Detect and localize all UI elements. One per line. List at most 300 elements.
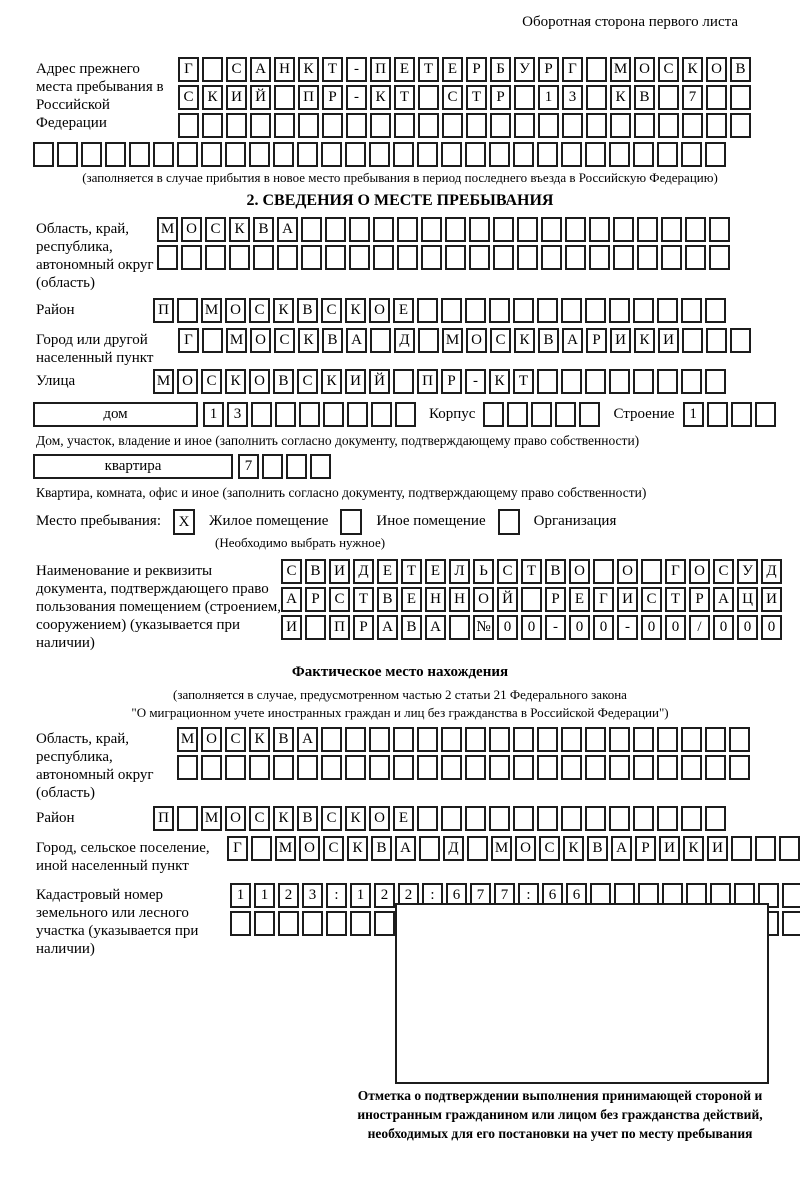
- char-cell: О: [466, 328, 487, 353]
- char-cell: К: [489, 369, 510, 394]
- district-row: [36, 298, 800, 326]
- char-cell: [517, 217, 538, 242]
- prev-address-caption: (заполняется в случае прибытия в новое место пребывания в период последнего въезда в Российскую Федерацию): [82, 170, 718, 185]
- char-cell: -: [617, 615, 638, 640]
- char-cell: Р: [353, 615, 374, 640]
- char-cell: [305, 615, 326, 640]
- char-cell: М: [157, 217, 178, 242]
- char-cell: Г: [178, 57, 199, 82]
- char-cell: С: [297, 369, 318, 394]
- actual-district-row: [36, 806, 800, 834]
- char-cell: [374, 911, 395, 936]
- street-row: [36, 369, 800, 397]
- char-cell: [705, 806, 726, 831]
- char-cell: [229, 245, 250, 270]
- char-cell: [541, 217, 562, 242]
- char-cell: [633, 806, 654, 831]
- checkbox-residential[interactable]: X: [173, 509, 195, 535]
- char-cell: [345, 755, 366, 780]
- char-cell: С: [641, 587, 662, 612]
- char-cell: [297, 142, 318, 167]
- char-cell: [225, 142, 246, 167]
- char-cell: [706, 85, 727, 110]
- char-cell: К: [202, 85, 223, 110]
- char-cell: [275, 402, 296, 427]
- char-cell: О: [369, 298, 390, 323]
- char-cell: О: [225, 298, 246, 323]
- char-cell: С: [281, 559, 302, 584]
- char-cell: [421, 245, 442, 270]
- char-cell: [730, 113, 751, 138]
- checkbox-organization[interactable]: [498, 509, 520, 535]
- char-cell: [609, 142, 630, 167]
- char-cell: [81, 142, 102, 167]
- actual-district-cells: [153, 806, 729, 831]
- char-cell: [705, 298, 726, 323]
- region-grid: [157, 217, 733, 273]
- char-cell: [201, 755, 222, 780]
- char-cell: О: [634, 57, 655, 82]
- char-cell: [177, 806, 198, 831]
- apartment-box-label: квартира: [33, 454, 233, 479]
- char-cell: Е: [394, 57, 415, 82]
- char-cell: М: [177, 727, 198, 752]
- char-cell: [779, 836, 800, 861]
- char-cell: [181, 245, 202, 270]
- char-cell: 6: [542, 883, 563, 908]
- char-cell: И: [659, 836, 680, 861]
- char-cell: [441, 755, 462, 780]
- char-cell: И: [226, 85, 247, 110]
- char-cell: [230, 911, 251, 936]
- char-cell: К: [345, 298, 366, 323]
- char-cell: [177, 755, 198, 780]
- char-cell: Р: [586, 328, 607, 353]
- char-cell: О: [369, 806, 390, 831]
- char-cell: [321, 755, 342, 780]
- char-cell: [129, 142, 150, 167]
- char-cell: [278, 911, 299, 936]
- char-cell: [609, 806, 630, 831]
- char-cell: Т: [401, 559, 422, 584]
- char-cell: [633, 369, 654, 394]
- char-cell: П: [153, 806, 174, 831]
- actual-location-title: Фактическое место нахождения: [291, 664, 509, 680]
- char-cell: 2: [374, 883, 395, 908]
- char-cell: П: [370, 57, 391, 82]
- char-cell: Й: [497, 587, 518, 612]
- char-cell: П: [298, 85, 319, 110]
- option-residential-label: Жилое помещение: [209, 513, 329, 529]
- char-cell: С: [226, 57, 247, 82]
- char-cell: [561, 806, 582, 831]
- char-cell: К: [321, 369, 342, 394]
- char-cell: 1: [683, 402, 704, 427]
- region-row-2: [157, 245, 733, 270]
- char-cell: О: [515, 836, 536, 861]
- char-cell: [658, 85, 679, 110]
- prev-address-row-1: [178, 57, 754, 82]
- char-cell: [325, 217, 346, 242]
- char-cell: Н: [274, 57, 295, 82]
- apartment-caption: Квартира, комната, офис и иное (заполнить согласно документу, подтверждающему право собственности): [36, 485, 647, 500]
- char-cell: [394, 113, 415, 138]
- char-cell: [514, 85, 535, 110]
- char-cell: [706, 328, 727, 353]
- char-cell: [395, 402, 416, 427]
- char-cell: [589, 217, 610, 242]
- prev-address-label: Адрес прежнего места пребывания в Российской Федерации: [36, 61, 164, 131]
- char-cell: [609, 369, 630, 394]
- korpus-cells: [483, 402, 603, 427]
- char-cell: Е: [377, 559, 398, 584]
- char-cell: №: [473, 615, 494, 640]
- document-grid: [281, 559, 785, 643]
- char-cell: [709, 217, 730, 242]
- char-cell: В: [273, 369, 294, 394]
- char-cell: [633, 142, 654, 167]
- actual-region-grid: [177, 727, 753, 783]
- char-cell: 0: [641, 615, 662, 640]
- char-cell: [302, 911, 323, 936]
- char-cell: [345, 727, 366, 752]
- char-cell: 3: [562, 85, 583, 110]
- char-cell: [657, 142, 678, 167]
- char-cell: [418, 113, 439, 138]
- char-cell: [541, 245, 562, 270]
- char-cell: [301, 217, 322, 242]
- char-cell: С: [442, 85, 463, 110]
- char-cell: [657, 369, 678, 394]
- char-cell: :: [326, 883, 347, 908]
- char-cell: [489, 142, 510, 167]
- char-cell: [589, 245, 610, 270]
- char-cell: Р: [490, 85, 511, 110]
- char-cell: [609, 727, 630, 752]
- char-cell: [538, 113, 559, 138]
- char-cell: И: [658, 328, 679, 353]
- char-cell: [373, 245, 394, 270]
- char-cell: В: [253, 217, 274, 242]
- char-cell: К: [682, 57, 703, 82]
- char-cell: М: [275, 836, 296, 861]
- document-row-3: [281, 615, 785, 640]
- char-cell: [226, 113, 247, 138]
- char-cell: [441, 727, 462, 752]
- char-cell: С: [321, 806, 342, 831]
- char-cell: [250, 113, 271, 138]
- char-cell: [466, 113, 487, 138]
- char-cell: О: [299, 836, 320, 861]
- char-cell: А: [281, 587, 302, 612]
- char-cell: [421, 217, 442, 242]
- char-cell: С: [274, 328, 295, 353]
- char-cell: Ц: [737, 587, 758, 612]
- char-cell: [561, 142, 582, 167]
- char-cell: Г: [665, 559, 686, 584]
- stay-type-note: (Необходимо выбрать нужное): [215, 535, 386, 550]
- char-cell: Е: [569, 587, 590, 612]
- char-cell: С: [201, 369, 222, 394]
- city-row: [36, 328, 800, 367]
- char-cell: [517, 245, 538, 270]
- char-cell: [417, 727, 438, 752]
- char-cell: [286, 454, 307, 479]
- char-cell: [585, 806, 606, 831]
- char-cell: В: [297, 806, 318, 831]
- char-cell: [177, 298, 198, 323]
- char-cell: [513, 755, 534, 780]
- char-cell: [254, 911, 275, 936]
- char-cell: О: [201, 727, 222, 752]
- char-cell: [277, 245, 298, 270]
- char-cell: О: [177, 369, 198, 394]
- region-row-1: [157, 217, 733, 242]
- char-cell: 7: [682, 85, 703, 110]
- checkbox-other-premises[interactable]: [340, 509, 362, 535]
- char-cell: [681, 369, 702, 394]
- char-cell: Д: [761, 559, 782, 584]
- char-cell: -: [346, 57, 367, 82]
- char-cell: [681, 755, 702, 780]
- char-cell: К: [634, 328, 655, 353]
- document-row-1: [281, 559, 785, 584]
- char-cell: [493, 245, 514, 270]
- char-cell: [561, 727, 582, 752]
- char-cell: К: [345, 806, 366, 831]
- char-cell: И: [329, 559, 350, 584]
- char-cell: Б: [490, 57, 511, 82]
- char-cell: Г: [593, 587, 614, 612]
- korpus-label: Корпус: [429, 406, 476, 422]
- char-cell: М: [491, 836, 512, 861]
- char-cell: К: [298, 57, 319, 82]
- char-cell: [514, 113, 535, 138]
- char-cell: Ь: [473, 559, 494, 584]
- char-cell: М: [201, 298, 222, 323]
- option-organization-label: Организация: [533, 513, 617, 529]
- char-cell: [561, 298, 582, 323]
- stroenie-cells: [683, 402, 779, 427]
- char-cell: [513, 727, 534, 752]
- char-cell: [730, 85, 751, 110]
- char-cell: [326, 911, 347, 936]
- char-cell: [637, 217, 658, 242]
- char-cell: Л: [449, 559, 470, 584]
- char-cell: [441, 142, 462, 167]
- actual-region-row-2: [177, 755, 753, 780]
- actual-city-row: [36, 836, 800, 875]
- char-cell: [442, 113, 463, 138]
- actual-city-cells: [227, 836, 800, 861]
- char-cell: [369, 142, 390, 167]
- char-cell: [755, 836, 776, 861]
- char-cell: [609, 298, 630, 323]
- char-cell: [369, 727, 390, 752]
- char-cell: :: [422, 883, 443, 908]
- char-cell: А: [250, 57, 271, 82]
- char-cell: [705, 369, 726, 394]
- char-cell: 7: [494, 883, 515, 908]
- char-cell: [397, 217, 418, 242]
- char-cell: [657, 806, 678, 831]
- char-cell: [585, 142, 606, 167]
- char-cell: [249, 142, 270, 167]
- actual-region-label: Область, край, республика, автономный округ (область): [36, 731, 154, 801]
- char-cell: [490, 113, 511, 138]
- char-cell: /: [689, 615, 710, 640]
- prev-address-grid: [178, 57, 754, 141]
- char-cell: В: [305, 559, 326, 584]
- char-cell: П: [153, 298, 174, 323]
- char-cell: [465, 806, 486, 831]
- char-cell: 0: [737, 615, 758, 640]
- char-cell: [613, 245, 634, 270]
- char-cell: [555, 402, 576, 427]
- option-other-premises-label: Иное помещение: [376, 513, 486, 529]
- char-cell: С: [490, 328, 511, 353]
- char-cell: 0: [593, 615, 614, 640]
- char-cell: [658, 113, 679, 138]
- char-cell: [537, 727, 558, 752]
- char-cell: М: [610, 57, 631, 82]
- char-cell: [613, 217, 634, 242]
- char-cell: Н: [449, 587, 470, 612]
- char-cell: [661, 245, 682, 270]
- char-cell: И: [610, 328, 631, 353]
- char-cell: [369, 755, 390, 780]
- char-cell: Е: [393, 806, 414, 831]
- char-cell: М: [442, 328, 463, 353]
- char-cell: О: [250, 328, 271, 353]
- region-block: [36, 217, 800, 292]
- char-cell: [585, 727, 606, 752]
- char-cell: [537, 369, 558, 394]
- actual-city-label: Город, сельское поселение, иной населенный пункт: [36, 840, 210, 874]
- char-cell: С: [205, 217, 226, 242]
- sheet-side-note: Оборотная сторона первого листа: [522, 14, 738, 30]
- char-cell: А: [395, 836, 416, 861]
- char-cell: Д: [443, 836, 464, 861]
- char-cell: [105, 142, 126, 167]
- char-cell: [681, 298, 702, 323]
- char-cell: [178, 113, 199, 138]
- char-cell: П: [417, 369, 438, 394]
- char-cell: [537, 298, 558, 323]
- char-cell: Р: [441, 369, 462, 394]
- char-cell: [419, 836, 440, 861]
- char-cell: [57, 142, 78, 167]
- char-cell: [274, 113, 295, 138]
- char-cell: [609, 755, 630, 780]
- char-cell: [33, 142, 54, 167]
- char-cell: [537, 806, 558, 831]
- char-cell: О: [617, 559, 638, 584]
- char-cell: [565, 245, 586, 270]
- char-cell: 3: [227, 402, 248, 427]
- char-cell: 0: [569, 615, 590, 640]
- document-label: Наименование и реквизиты документа, подтверждающего право пользования помещением (строением, сооружением) (указывается при наличии): [36, 563, 281, 651]
- char-cell: [298, 113, 319, 138]
- house-box-label: дом: [33, 402, 198, 427]
- char-cell: О: [249, 369, 270, 394]
- char-cell: [418, 85, 439, 110]
- char-cell: [579, 402, 600, 427]
- char-cell: 1: [230, 883, 251, 908]
- char-cell: [585, 369, 606, 394]
- apartment-row: [33, 454, 800, 482]
- char-cell: [273, 755, 294, 780]
- char-cell: [585, 755, 606, 780]
- char-cell: [418, 328, 439, 353]
- char-cell: В: [377, 587, 398, 612]
- char-cell: В: [538, 328, 559, 353]
- char-cell: Т: [418, 57, 439, 82]
- char-cell: М: [226, 328, 247, 353]
- char-cell: [274, 85, 295, 110]
- char-cell: [393, 727, 414, 752]
- char-cell: К: [347, 836, 368, 861]
- char-cell: В: [634, 85, 655, 110]
- char-cell: [445, 245, 466, 270]
- char-cell: [730, 328, 751, 353]
- char-cell: [657, 298, 678, 323]
- char-cell: Р: [466, 57, 487, 82]
- prev-address-row-4: [33, 142, 800, 167]
- char-cell: [562, 113, 583, 138]
- char-cell: Д: [394, 328, 415, 353]
- document-block: [36, 559, 800, 652]
- char-cell: В: [401, 615, 422, 640]
- char-cell: [202, 113, 223, 138]
- char-cell: [633, 298, 654, 323]
- char-cell: [225, 755, 246, 780]
- char-cell: [249, 755, 270, 780]
- char-cell: [513, 298, 534, 323]
- char-cell: [297, 755, 318, 780]
- prev-address-row-3: [178, 113, 754, 138]
- char-cell: К: [249, 727, 270, 752]
- district-label: Район: [36, 302, 75, 318]
- char-cell: Е: [425, 559, 446, 584]
- char-cell: :: [518, 883, 539, 908]
- char-cell: [531, 402, 552, 427]
- char-cell: [157, 245, 178, 270]
- char-cell: [417, 806, 438, 831]
- char-cell: А: [425, 615, 446, 640]
- char-cell: С: [249, 806, 270, 831]
- char-cell: [729, 727, 750, 752]
- char-cell: Р: [322, 85, 343, 110]
- char-cell: [467, 836, 488, 861]
- cadastral-label: Кадастровый номер земельного или лесного участка (указывается при наличии): [36, 887, 199, 957]
- char-cell: О: [225, 806, 246, 831]
- char-cell: 1: [538, 85, 559, 110]
- char-cell: [657, 727, 678, 752]
- char-cell: [681, 142, 702, 167]
- city-label: Город или другой населенный пункт: [36, 332, 154, 366]
- char-cell: [202, 328, 223, 353]
- char-cell: А: [562, 328, 583, 353]
- char-cell: [253, 245, 274, 270]
- char-cell: [634, 113, 655, 138]
- char-cell: П: [329, 615, 350, 640]
- char-cell: [321, 142, 342, 167]
- char-cell: 1: [203, 402, 224, 427]
- char-cell: В: [273, 727, 294, 752]
- char-cell: [310, 454, 331, 479]
- char-cell: С: [249, 298, 270, 323]
